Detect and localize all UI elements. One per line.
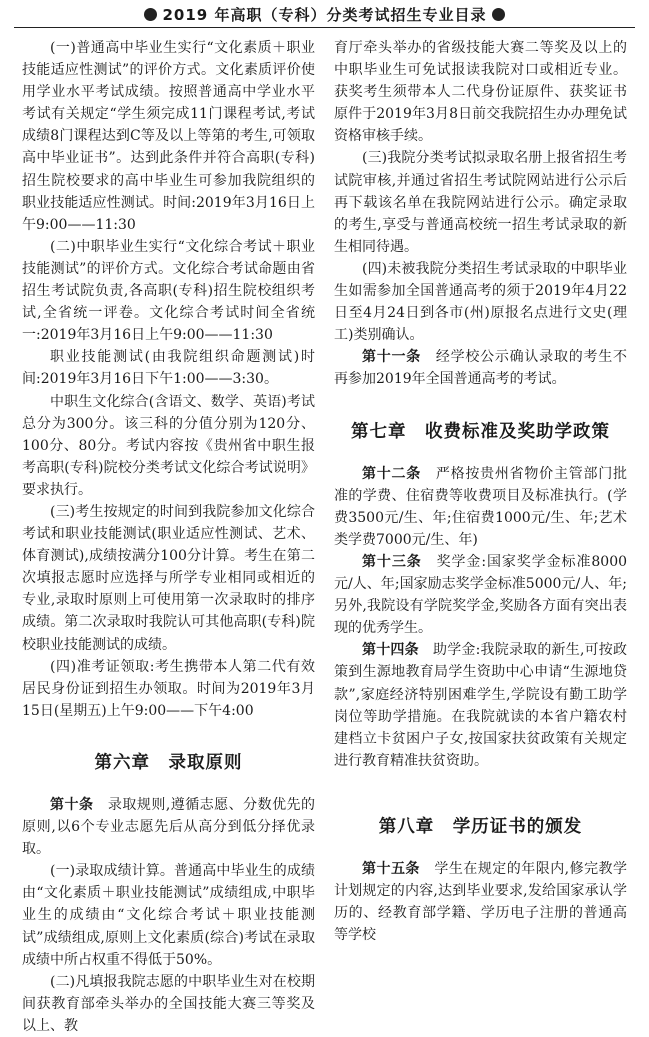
paragraph: 职业技能测试(由我院组织命题测试)时间:2019年3月16日下午1:00——3:30。	[22, 349, 315, 388]
header-title	[14, 4, 635, 25]
bullet-circle-icon	[492, 8, 505, 21]
article-11-lead: 第十一条	[362, 349, 422, 366]
article-11	[334, 346, 627, 390]
paragraph: (三)我院分类考试拟录取名册上报省招生考试院审核,并通过省招生考试院网站进行公示后再下载该名单在我院网站进行公示。确定录取的考生,享受与普通高校统一招生考试录取的新生相同待遇。	[334, 150, 627, 255]
chapter-6-heading: 第六章 录取原则	[94, 752, 243, 773]
page-header	[0, 0, 649, 34]
article-13-lead: 第十三条	[362, 553, 422, 570]
paragraph: 中职生文化综合(含语文、数学、英语)考试总分为300分。该三科的分值分别为120分、100分、80分。考试内容按《贵州省中职生报考高职(专科)院校分类考试文化综合考试说明》要求执行。	[22, 393, 315, 498]
article-15-lead: 第十五条	[362, 861, 420, 877]
article-10-lead: 第十条	[50, 797, 94, 813]
header-title-text: 2019 年高职（专科）分类考试招生专业目录	[162, 6, 487, 24]
paragraph: (三)考生按规定的时间到我院参加文化综合考试和职业技能测试(职业适应性测试、艺术、体育测试),成绩按满分100分计算。考生在第二次填报志愿时应选择与所学专业相同或相近的专业,录取时原则上可使用第一次录取时的排序成绩。第二次录取时我院认可其他高职(专科)院校职业技能测试的成绩。	[22, 503, 315, 653]
article-10-text: 录取规则,遵循志愿、分数优先的原则,以6个专业志愿先后从高分到低分择优录取。	[22, 797, 316, 858]
article-12-text: 严格按贵州省物价主管部门批准的学费、住宿费等收费项目及标准执行。(学费3500元/生、年;住宿费1000元/生、年;艺术类学费7000元/生、年)	[334, 465, 628, 548]
article-11-text: 经学校公示确认录取的考生不再参加2019年全国普通高考的考试。	[334, 349, 628, 388]
article-14	[334, 639, 627, 772]
bullet-circle-icon	[144, 8, 157, 21]
article-14-text: 助学金:我院录取的新生,可按政策到生源地教育局学生资助中心申请“生源地贷款”,家庭经济特别困难学生,学院设有勤工助学岗位等助学措施。在我院就读的本省户籍农村建档立卡贫困户子女,按国家扶贫政策有关规定进行教育精准扶贫资助。	[334, 642, 628, 769]
article-12	[334, 463, 627, 551]
paragraph: (二)凡填报我院志愿的中职毕业生对在校期间获教育部牵头举办的全国技能大赛三等奖及以上、教	[22, 973, 315, 1034]
header-divider	[14, 27, 635, 28]
right-column	[334, 37, 627, 946]
chapter-7-heading: 第七章 收费标准及奖助学政策	[351, 421, 610, 442]
paragraph: (四)准考证领取:考生携带本人第二代有效居民身份证到招生办领取。时间为2019年3月15日(星期五)上午9:00——下午4:00	[22, 658, 315, 719]
article-15	[334, 858, 627, 946]
left-column	[22, 37, 315, 1037]
article-14-lead: 第十四条	[362, 642, 419, 659]
article-12-lead: 第十二条	[362, 465, 422, 482]
article-13	[334, 551, 627, 639]
paragraph: (二)中职毕业生实行“文化综合考试＋职业技能测试”的评价方式。文化综合考试命题由省招生考试院负责,各高职(专科)招生院校组织考试,全省统一评卷。文化综合考试时间全省统一:2019年3月16日上午9:00——11:30	[22, 238, 315, 344]
article-15-text: 学生在规定的年限内,修完教学计划规定的内容,达到毕业要求,发给国家承认学历的、经教育部学籍、学历电子注册的普通高等学校	[334, 861, 628, 944]
paragraph: 育厅牵头举办的省级技能大赛二等奖及以上的中职毕业生可免试报读我院对口或相近专业。获奖考生须带本人二代身份证原件、获奖证书原件于2019年3月8日前交我院招生办办理免试资格审核手续。	[334, 40, 627, 145]
chapter-8-heading: 第八章 学历证书的颁发	[378, 816, 583, 837]
paragraph: (四)未被我院分类招生考试录取的中职毕业生如需参加全国普通高考的须于2019年4月22日至4月24日到各市(州)原报名点进行文史(理工)类别确认。	[334, 260, 627, 344]
article-10	[22, 794, 315, 860]
article-13-text: 奖学金:国家奖学金标准8000元/人、年;国家励志奖学金标准5000元/人、年;另外,我院设有学院奖学金,奖励各方面有突出表现的优秀学生。	[334, 553, 628, 637]
paragraph: (一)普通高中毕业生实行“文化素质＋职业技能适应性测试”的评价方式。文化素质评价使用学业水平考试成绩。按照普通高中学业水平考试有关规定“学生须完成11门课程考试,考试成绩8门课程达到C等及以上等第的考生,可领取高中毕业证书”。达到此条件并符合高职(专科)招生院校要求的高中毕业生可参加我院组织的职业技能适应性测试。时间:2019年3月16日上午9:00——11:30	[22, 40, 315, 233]
paragraph: (一)录取成绩计算。普通高中毕业生的成绩由“文化素质＋职业技能测试”成绩组成,中职毕业生的成绩由“文化综合考试＋职业技能测试”成绩组成,原则上文化素质(综合)考试在录取成绩中所占权重不得低于50%。	[22, 863, 315, 968]
